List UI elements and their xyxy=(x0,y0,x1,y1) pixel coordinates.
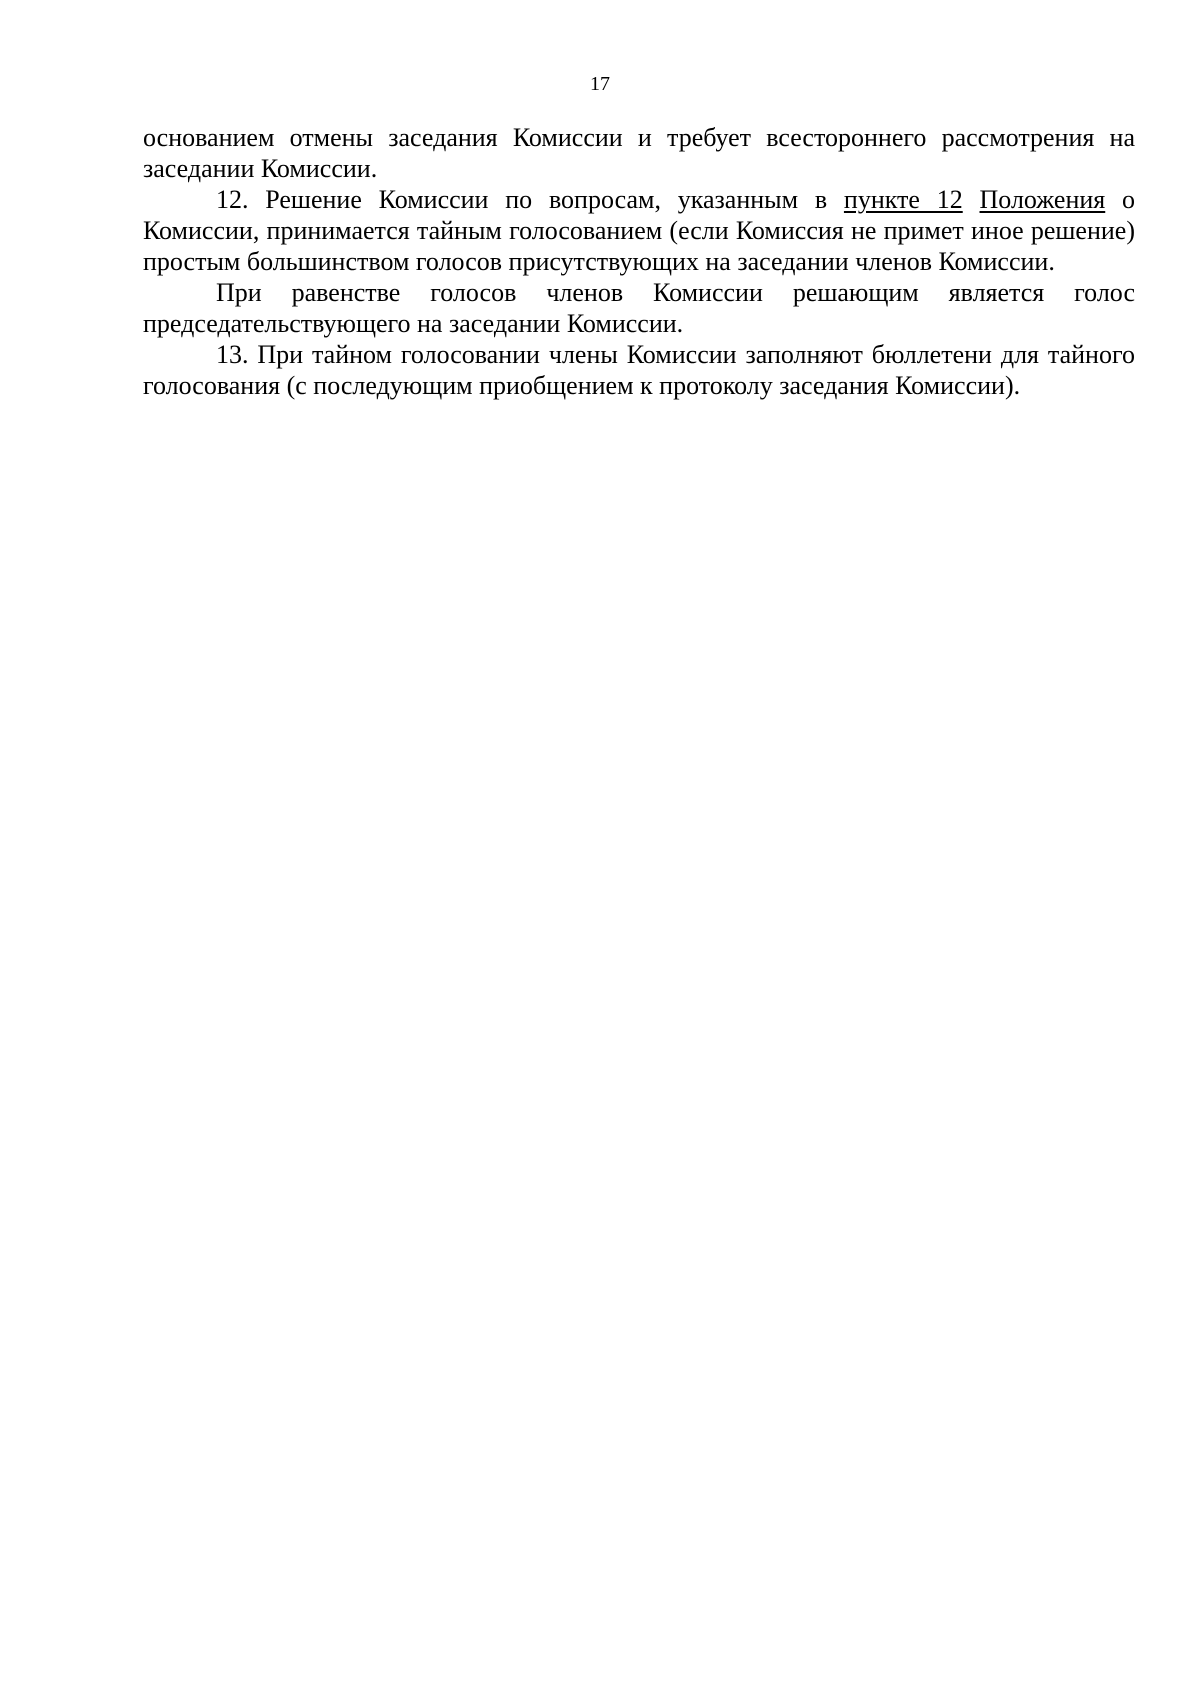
paragraph-item-13: 13. При тайном голосовании члены Комиссии заполняют бюллетени для тайного голосования (с последующим приобщением к протоколу заседания Комиссии). xyxy=(143,340,1135,400)
link-clause-12[interactable]: пункте 12 xyxy=(843,185,963,214)
link-regulation[interactable]: Положения xyxy=(979,185,1106,214)
paragraph-tie-vote: При равенстве голосов членов Комиссии решающим является голос председательствующего на заседании Комиссии. xyxy=(143,278,1135,338)
document-body xyxy=(143,122,1135,401)
paragraph-item-12 xyxy=(143,184,1135,277)
page-number: 17 xyxy=(590,73,610,95)
paragraph-text: о Комиссии, принимается тайным голосованием (если Комиссия не примет иное решение) простым большинством голосов присутствующих на заседании членов Комиссии. xyxy=(143,185,1136,276)
link-separator xyxy=(963,185,980,214)
paragraph-continuation: основанием отмены заседания Комиссии и требует всестороннего рассмотрения на заседании Комиссии. xyxy=(143,123,1135,183)
paragraph-text: 12. Решение Комиссии по вопросам, указанным в xyxy=(216,185,844,214)
